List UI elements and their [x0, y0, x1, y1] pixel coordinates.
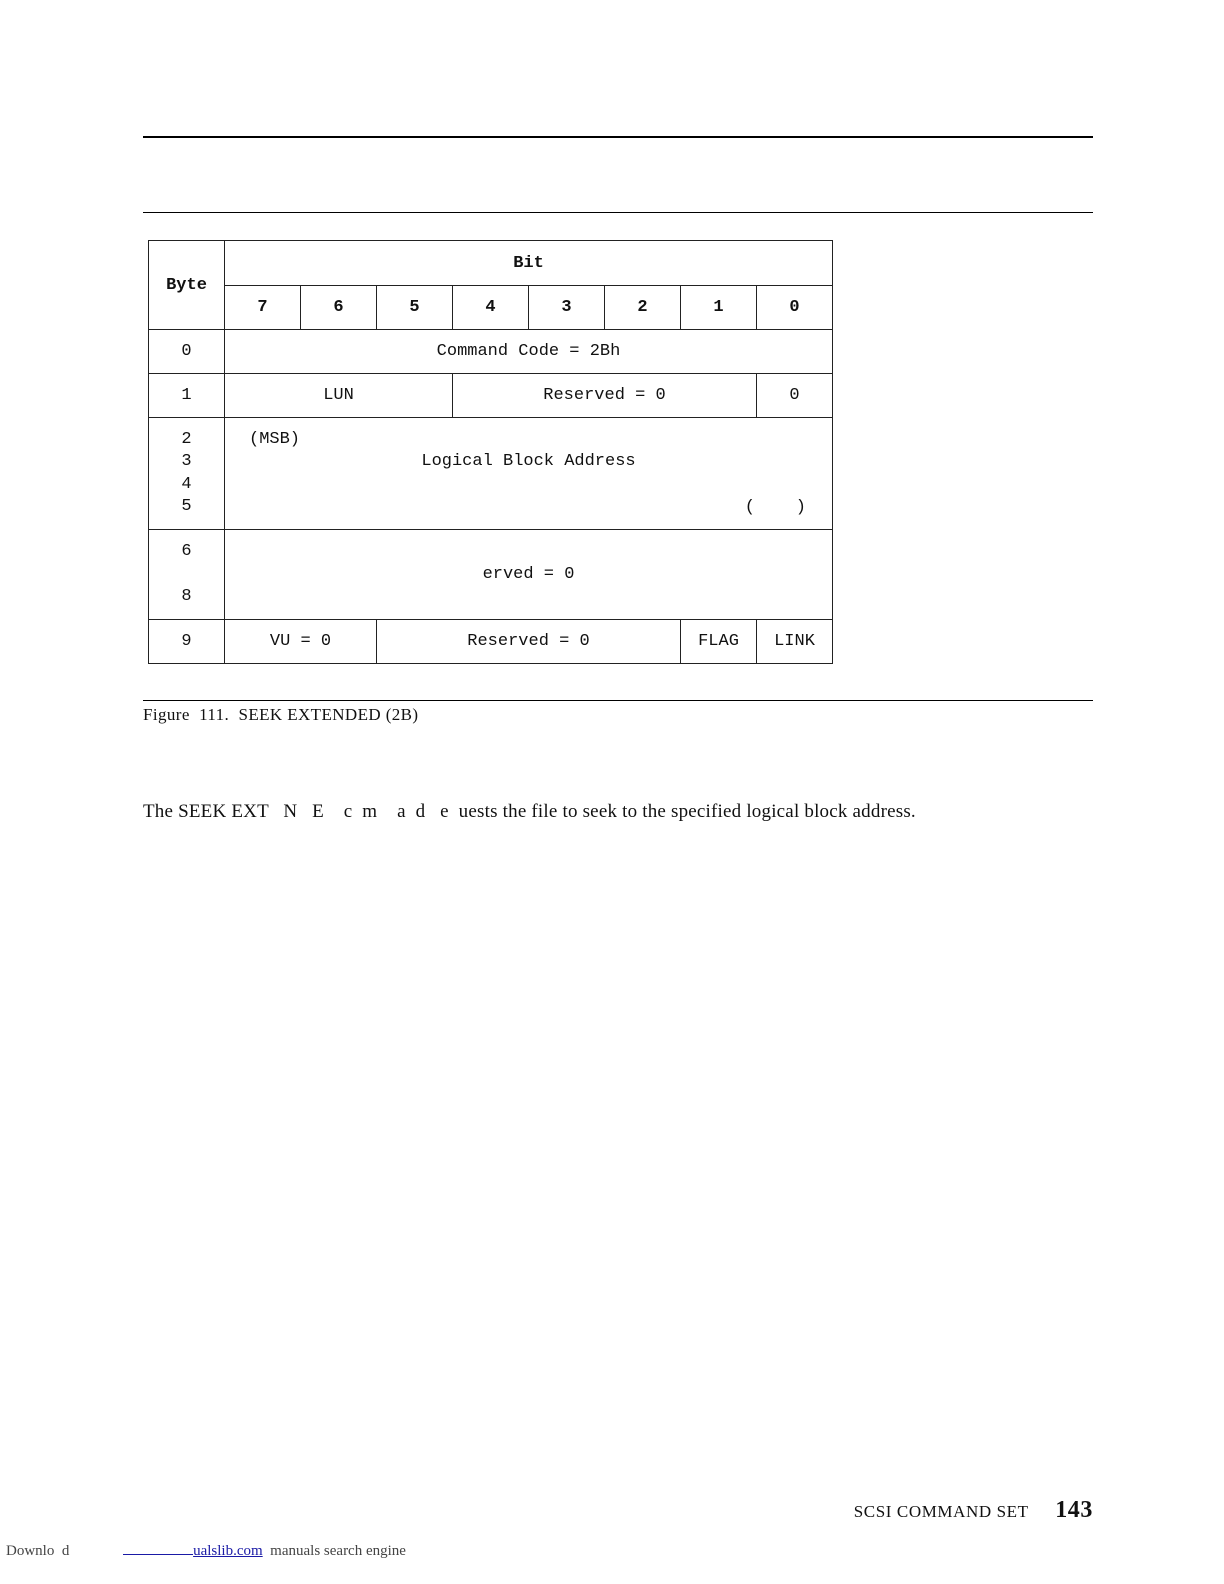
seek-extended-cdb-table [148, 240, 833, 664]
byte-9-label: 9 [149, 620, 225, 664]
download-suffix: manuals search engine [266, 1543, 406, 1559]
byte-6-8-labels: 6 8 [149, 530, 225, 620]
bit-7: 7 [225, 286, 301, 330]
lun-field: LUN [225, 374, 453, 418]
manualslib-link[interactable]: ualslib.com [193, 1543, 263, 1559]
byte-header: Byte [149, 241, 225, 330]
msb-marker: (MSB) [249, 430, 301, 449]
link-underline [123, 1542, 193, 1555]
logical-block-address-field [225, 418, 833, 530]
bit-1: 1 [681, 286, 757, 330]
flag-field: FLAG [681, 620, 757, 664]
bit-2: 2 [605, 286, 681, 330]
bit-5: 5 [377, 286, 453, 330]
reserved-field-byte1: Reserved = 0 [453, 374, 757, 418]
top-rule [143, 136, 1093, 138]
download-prefix: Downlo d [6, 1543, 70, 1559]
bit-4: 4 [453, 286, 529, 330]
vu-field: VU = 0 [225, 620, 377, 664]
bit-3: 3 [529, 286, 605, 330]
download-banner [6, 1542, 406, 1560]
body-paragraph: The SEEK EXT N E c m a d e uests the file to seek to the specified logical block address. [143, 801, 916, 822]
bit-header: Bit [225, 241, 833, 286]
bit-0: 0 [757, 286, 833, 330]
reserved-field-byte9: Reserved = 0 [377, 620, 681, 664]
figure-rule [143, 700, 1093, 701]
bit-6: 6 [301, 286, 377, 330]
command-code-field: Command Code = 2Bh [225, 330, 833, 374]
page-number: 143 [1055, 1497, 1093, 1523]
link-field: LINK [757, 620, 833, 664]
lsb-marker: ( ) [744, 498, 806, 517]
byte-1-label: 1 [149, 374, 225, 418]
logical-block-address-label: Logical Block Address [421, 452, 636, 471]
byte1-bit0-field: 0 [757, 374, 833, 418]
figure-caption: Figure 111. SEEK EXTENDED (2B) [143, 705, 419, 724]
reserved-field-bytes6-8: erved = 0 [225, 530, 833, 620]
header-rule [143, 212, 1093, 213]
page-footer [854, 1497, 1093, 1524]
footer-section-title: SCSI COMMAND SET [853, 1502, 1029, 1521]
byte-0-label: 0 [149, 330, 225, 374]
byte-2-5-labels: 2 3 4 5 [149, 418, 225, 530]
